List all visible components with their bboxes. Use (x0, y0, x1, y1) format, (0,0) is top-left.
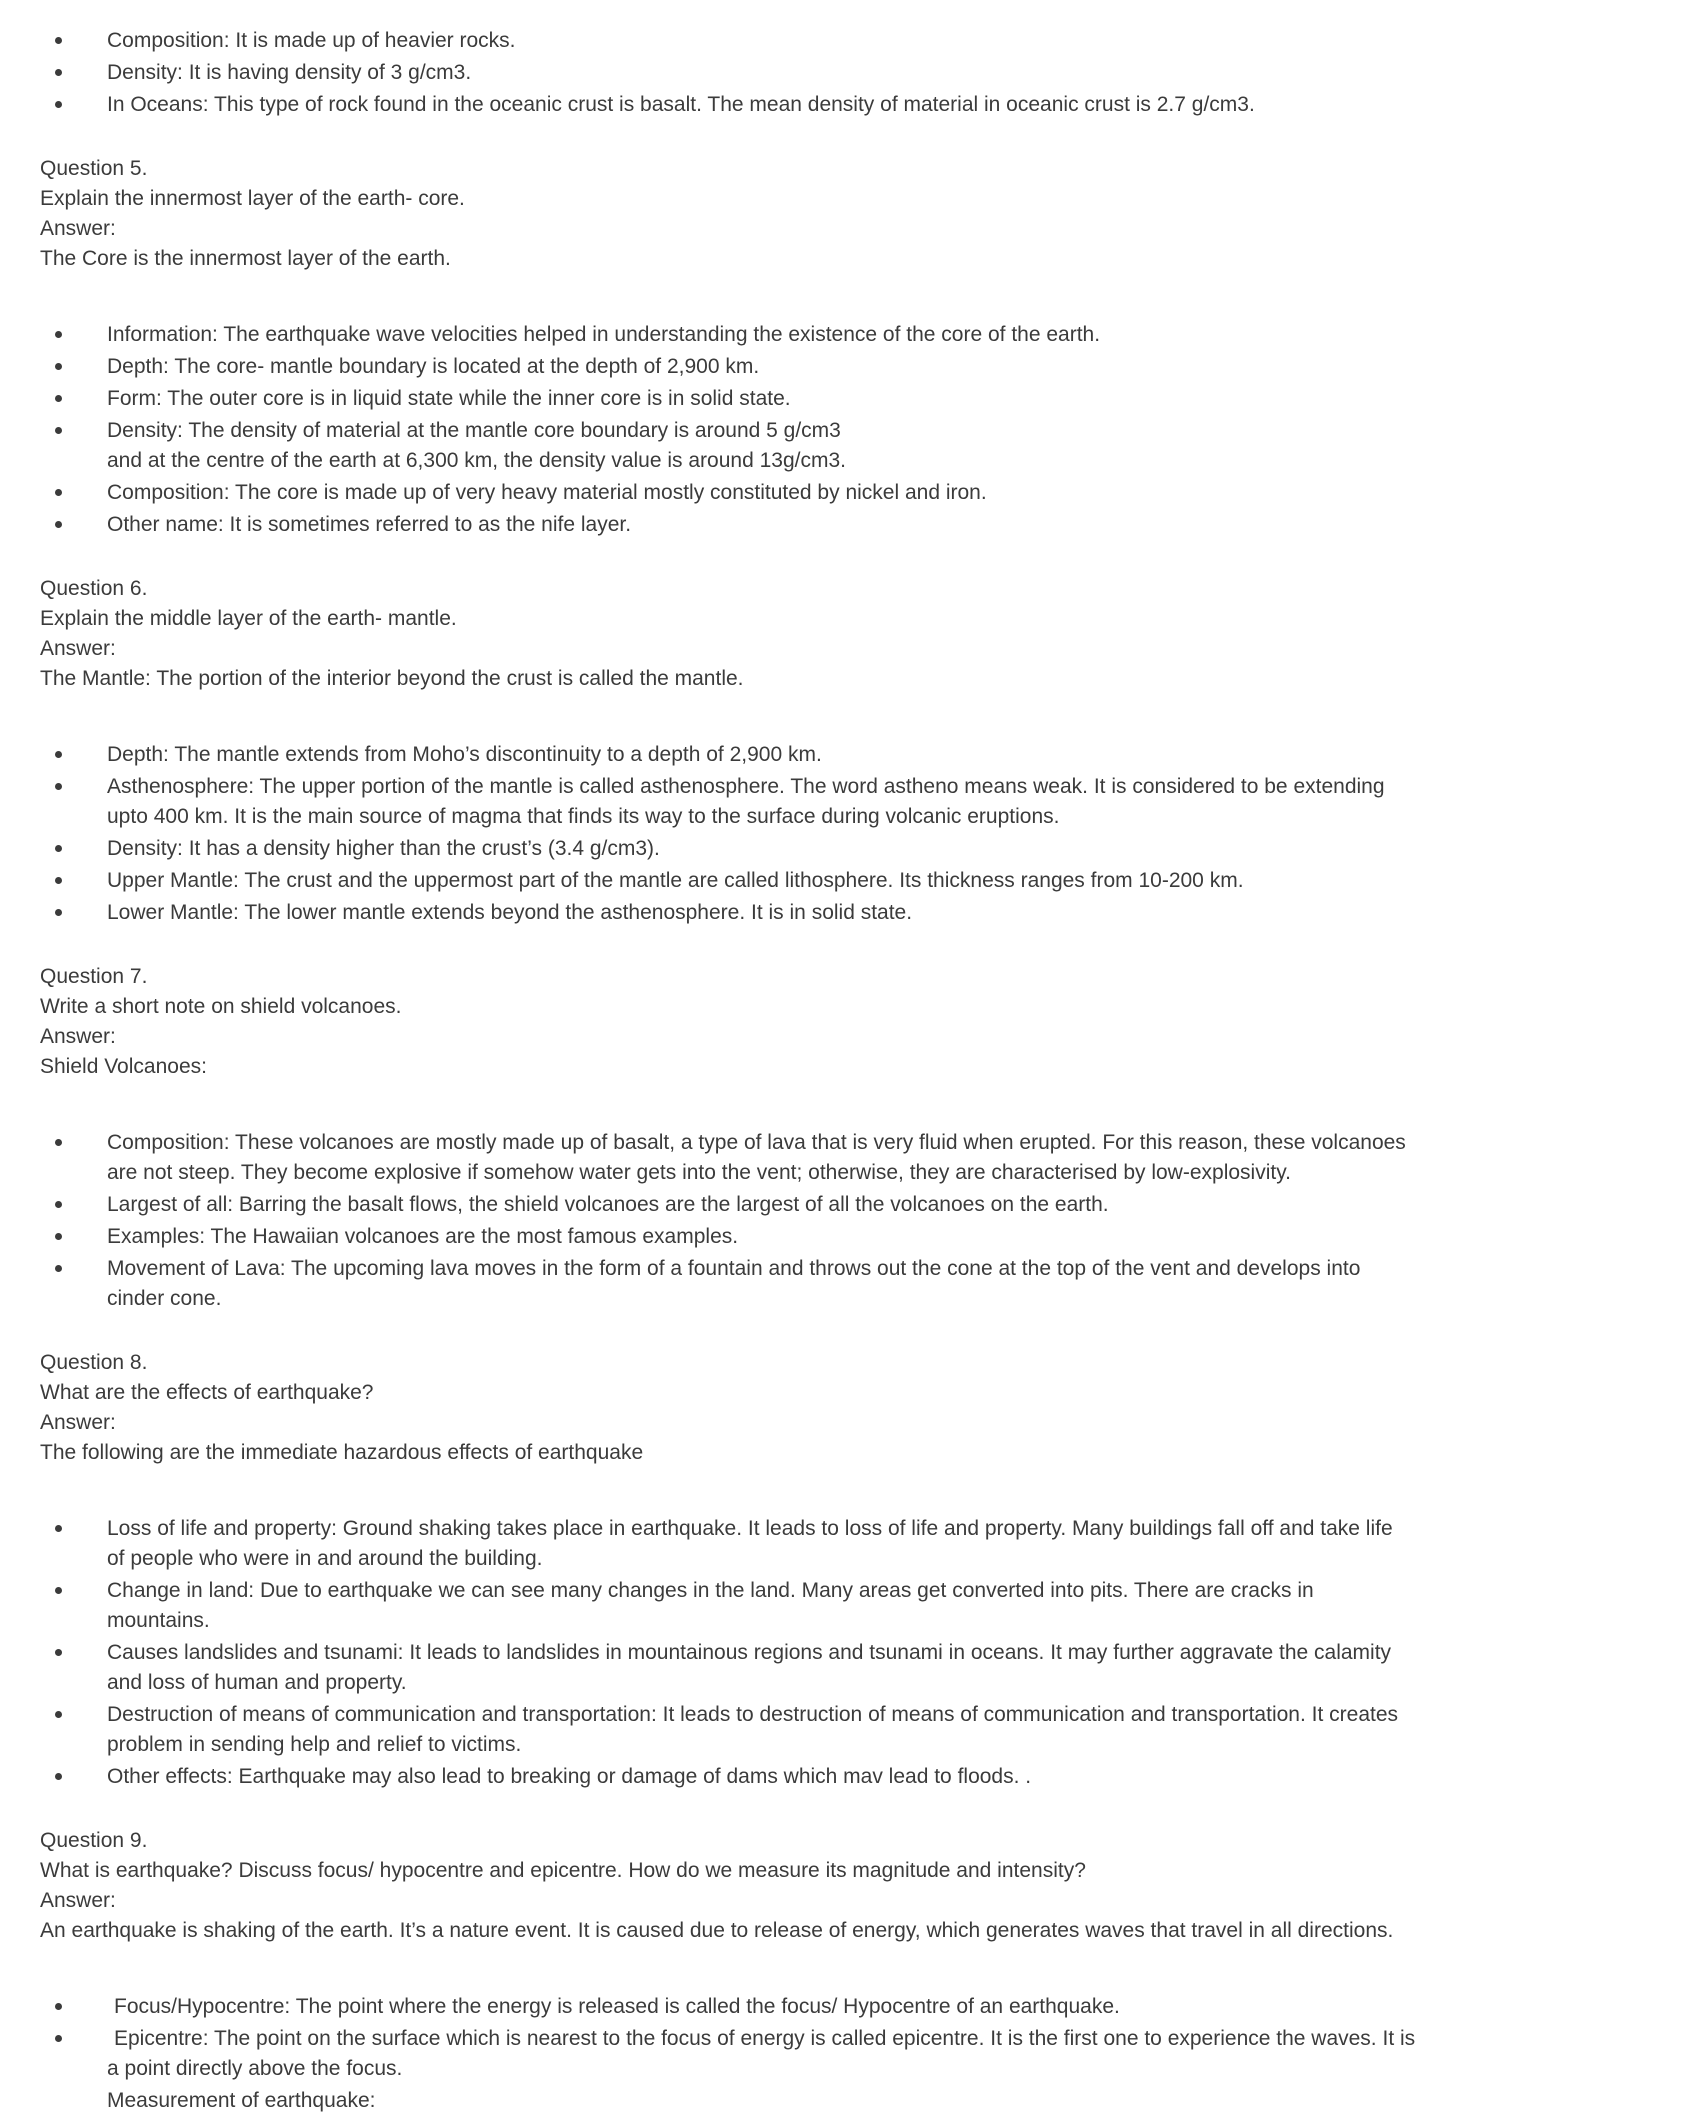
bullet-dot-icon (55, 1525, 62, 1532)
list-item-text: Information: The earthquake wave velocities helped in understanding the existence of the core of the earth. (107, 323, 1101, 346)
list-item (40, 1576, 1660, 1636)
bullet-dot-icon (55, 1139, 62, 1146)
list-item-text: Destruction of means of communication and transportation: It leads to destruction of means of communication and transportation. It creates problem in sending help and relief to victims. (107, 1703, 1399, 1756)
bullet-dot-icon (55, 521, 62, 528)
bullet-dot-icon (55, 489, 62, 496)
answer-label: Answer: (40, 1889, 116, 1912)
list-item-text: Density: It has a density higher than the crust’s (3.4 g/cm3). (107, 837, 660, 860)
list-item-text: Composition: These volcanoes are mostly made up of basalt, a type of lava that is very fluid when erupted. For this reason, these volcanoes are not steep. They become explosive if somehow water gets into the vent; otherwise, they are characterised by low-explosivity. (107, 1131, 1406, 1184)
list-item-text: Composition: It is made up of heavier rocks. (107, 29, 516, 52)
bullet-dot-icon (55, 1711, 62, 1718)
bullet-dot-icon (55, 877, 62, 884)
answer-bullet-list (40, 1128, 1660, 1314)
bullet-dot-icon (55, 751, 62, 758)
list-item-text: Form: The outer core is in liquid state while the inner core is in solid state. (107, 387, 791, 410)
bullet-dot-icon (55, 331, 62, 338)
list-item (40, 1514, 1660, 1574)
answer-intro: An earthquake is shaking of the earth. It’s a nature event. It is caused due to release of energy, which generates waves that travel in all directions. (40, 1919, 1394, 1942)
bullet-dot-icon (55, 1201, 62, 1208)
answer-bullet-list (40, 1514, 1660, 1792)
list-item (40, 1190, 1660, 1220)
list-item (40, 1992, 1660, 2022)
bullet-dot-icon (55, 783, 62, 790)
list-item-text: Other name: It is sometimes referred to as the nife layer. (107, 513, 632, 536)
list-item (40, 740, 1660, 770)
list-item-text: Density: The density of material at the mantle core boundary is around 5 g/cm3 and at the centre of the earth at 6,300 km, the density value is around 13g/cm3. (107, 419, 846, 472)
answer-label: Answer: (40, 1411, 116, 1434)
list-item (40, 26, 1660, 56)
list-item-text: Depth: The core- mantle boundary is located at the depth of 2,900 km. (107, 355, 760, 378)
qa-sections (40, 154, 1660, 2116)
bullet-dot-icon (55, 427, 62, 434)
bullet-dot-icon (55, 2035, 62, 2042)
list-item-text: Loss of life and property: Ground shaking takes place in earthquake. It leads to loss of life and property. Many buildings fall off and take life of people who were in and around the building. (107, 1517, 1393, 1570)
list-item (40, 1762, 1660, 1792)
list-item (40, 1254, 1660, 1314)
bullet-dot-icon (55, 69, 62, 76)
bullet-dot-icon (55, 1265, 62, 1272)
bullet-dot-icon (55, 845, 62, 852)
intro-bullet-list (40, 26, 1660, 120)
answer-intro: The Mantle: The portion of the interior beyond the crust is called the mantle. (40, 667, 744, 690)
bullet-dot-icon (55, 1233, 62, 1240)
list-item (40, 1638, 1660, 1698)
list-item (40, 416, 1660, 476)
bullet-dot-icon (55, 395, 62, 402)
answer-bullet-list (40, 1992, 1660, 2116)
bullet-dot-icon (55, 1773, 62, 1780)
list-item (40, 898, 1660, 928)
question-text: Explain the innermost layer of the earth- core. (40, 187, 465, 210)
qa-section (40, 574, 1660, 928)
list-item-text: Density: It is having density of 3 g/cm3. (107, 61, 472, 84)
answer-label: Answer: (40, 217, 116, 240)
list-item (40, 2086, 1660, 2116)
bullet-dot-icon (55, 101, 62, 108)
answer-label: Answer: (40, 637, 116, 660)
list-item-text: Examples: The Hawaiian volcanoes are the most famous examples. (107, 1225, 739, 1248)
qa-section (40, 154, 1660, 540)
list-item-text: Upper Mantle: The crust and the uppermost part of the mantle are called lithosphere. Its thickness ranges from 10-200 km. (107, 869, 1244, 892)
list-item-text: Lower Mantle: The lower mantle extends beyond the asthenosphere. It is in solid state. (107, 901, 913, 924)
list-item (40, 1222, 1660, 1252)
list-item (40, 352, 1660, 382)
list-item-text: Change in land: Due to earthquake we can see many changes in the land. Many areas get converted into pits. There are cracks in mountains. (107, 1579, 1314, 1632)
list-item (40, 772, 1660, 832)
answer-bullet-list (40, 740, 1660, 928)
question-label: Question 8. (40, 1351, 148, 1374)
answer-intro: The Core is the innermost layer of the earth. (40, 247, 451, 270)
list-item (40, 1700, 1660, 1760)
bullet-dot-icon (55, 1587, 62, 1594)
list-item (40, 320, 1660, 350)
list-item (40, 834, 1660, 864)
list-item (40, 866, 1660, 896)
list-item-text: Focus/Hypocentre: The point where the energy is released is called the focus/ Hypocentre of an earthquake. (114, 1995, 1120, 2018)
question-text: What is earthquake? Discuss focus/ hypocentre and epicentre. How do we measure its magnitude and intensity? (40, 1859, 1086, 1882)
bullet-dot-icon (55, 909, 62, 916)
list-item (40, 384, 1660, 414)
list-item (40, 510, 1660, 540)
answer-intro: The following are the immediate hazardous effects of earthquake (40, 1441, 644, 1464)
question-label: Question 7. (40, 965, 148, 988)
qa-section (40, 1826, 1660, 2116)
bullet-dot-icon (55, 2003, 62, 2010)
question-label: Question 9. (40, 1829, 148, 1852)
list-item (40, 2024, 1660, 2084)
list-item-text: Other effects: Earthquake may also lead to breaking or damage of dams which mav lead to floods. . (107, 1765, 1032, 1788)
question-text: What are the effects of earthquake? (40, 1381, 374, 1404)
list-item-text: Depth: The mantle extends from Moho’s discontinuity to a depth of 2,900 km. (107, 743, 822, 766)
bullet-dot-icon (55, 1649, 62, 1656)
question-label: Question 5. (40, 157, 148, 180)
list-item-text: Epicentre: The point on the surface which is nearest to the focus of energy is called epicentre. It is the first one to experience the waves. It is a point directly above the focus. (107, 2027, 1416, 2080)
bullet-dot-icon (55, 363, 62, 370)
list-item-text: Largest of all: Barring the basalt flows, the shield volcanoes are the largest of all the volcanoes on the earth. (107, 1193, 1109, 1216)
answer-intro: Shield Volcanoes: (40, 1055, 207, 1078)
answer-bullet-list (40, 320, 1660, 540)
list-item-text: Composition: The core is made up of very heavy material mostly constituted by nickel and iron. (107, 481, 987, 504)
list-item-text: In Oceans: This type of rock found in the oceanic crust is basalt. The mean density of material in oceanic crust is 2.7 g/cm3. (107, 93, 1255, 116)
bullet-dot-icon (55, 37, 62, 44)
list-item (40, 1128, 1660, 1188)
list-item-text: Asthenosphere: The upper portion of the mantle is called asthenosphere. The word astheno means weak. It is considered to be extending upto 400 km. It is the main source of magma that finds its way to the surface during volcanic eruptions. (107, 775, 1385, 828)
list-item (40, 90, 1660, 120)
question-text: Explain the middle layer of the earth- mantle. (40, 607, 457, 630)
list-item-text: Movement of Lava: The upcoming lava moves in the form of a fountain and throws out the cone at the top of the vent and develops into cinder cone. (107, 1257, 1361, 1310)
qa-section (40, 1348, 1660, 1792)
question-label: Question 6. (40, 577, 148, 600)
list-item (40, 478, 1660, 508)
answer-label: Answer: (40, 1025, 116, 1048)
question-text: Write a short note on shield volcanoes. (40, 995, 402, 1018)
list-item (40, 58, 1660, 88)
list-item-text: Measurement of earthquake: (107, 2089, 376, 2112)
list-item-text: Causes landslides and tsunami: It leads to landslides in mountainous regions and tsunami in oceans. It may further aggravate the calamity and loss of human and property. (107, 1641, 1392, 1694)
qa-section (40, 962, 1660, 1314)
